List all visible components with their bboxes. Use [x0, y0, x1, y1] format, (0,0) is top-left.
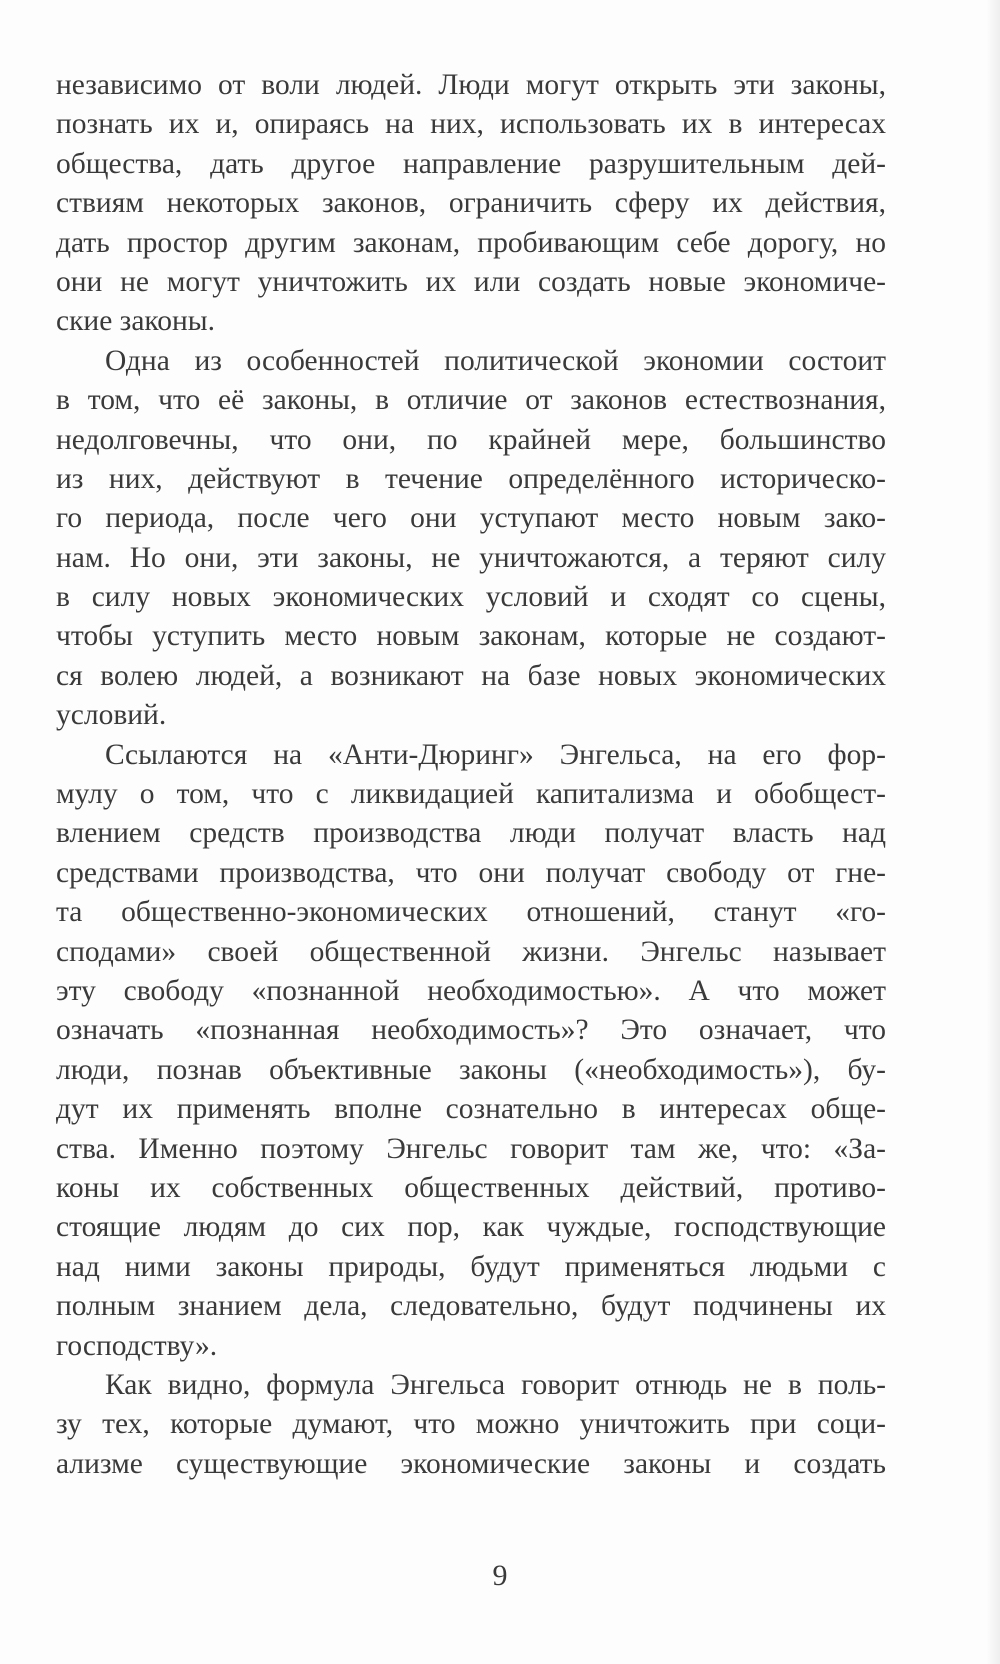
text-line: мулу о том, что с ликвидацией капитализма и обобщест- [56, 778, 886, 811]
paragraph [56, 736, 886, 1366]
page-number: 9 [492, 1559, 508, 1592]
paragraph [56, 66, 886, 342]
text-line: общества, дать другое направление разрушительным дей- [56, 147, 886, 180]
text-line: в силу новых экономических условий и сходят со сцены, [56, 581, 886, 614]
paragraph [56, 1366, 886, 1484]
text-line: дут их применять вполне сознательно в интересах обще- [56, 1093, 886, 1126]
text-line: в том, что её законы, в отличие от законов естествознания, [56, 384, 886, 417]
text-line: чтобы уступить место новым законам, которые не создают- [56, 620, 886, 653]
text-line: господству». [56, 1329, 218, 1362]
paragraph [56, 342, 886, 736]
text-line: эту свободу «познанной необходимостью». А что может [56, 974, 886, 1007]
text-line: познать их и, опираясь на них, использовать их в интересах [56, 108, 886, 141]
text-line: Одна из особенностей политической экономии состоит [105, 344, 886, 377]
text-line: условий. [56, 699, 167, 732]
text-line: Ссылаются на «Анти-Дюринг» Энгельса, на его фор- [105, 738, 886, 771]
text-line: влением средств производства люди получат власть над [56, 817, 886, 850]
text-line: ствиям некоторых законов, ограничить сферу их действия, [56, 187, 886, 220]
text-line: независимо от воли людей. Люди могут открыть эти законы, [56, 69, 886, 101]
page-edge-shadow [986, 0, 1000, 1664]
text-line: полным знанием дела, следовательно, будут подчинены их [56, 1290, 886, 1323]
text-line: они не могут уничтожить их или создать новые экономиче- [56, 265, 886, 298]
text-line: недолговечны, что они, по крайней мере, большинство [56, 423, 886, 456]
text-line: над ними законы природы, будут применяться людьми с [56, 1250, 886, 1283]
text-line: дать простор другим законам, пробивающим себе дорогу, но [56, 226, 886, 259]
text-line: та общественно-экономических отношений, станут «го- [56, 896, 886, 929]
body-text [56, 66, 886, 1484]
text-line: люди, познав объективные законы («необходимость»), бу- [56, 1053, 886, 1086]
text-line: стоящие людям до сих пор, как чуждые, господствующие [56, 1211, 886, 1244]
text-line: ализме существующие экономические законы и создать [56, 1447, 886, 1480]
text-line: средствами производства, что они получат свободу от гне- [56, 856, 886, 889]
text-line: ские законы. [56, 305, 215, 338]
text-line: ся волею людей, а возникают на базе новых экономических [56, 659, 886, 692]
text-line: зу тех, которые думают, что можно уничтожить при соци- [56, 1408, 886, 1441]
text-line: из них, действуют в течение определённого историческо- [56, 462, 886, 495]
text-line: сподами» своей общественной жизни. Энгельс называет [56, 935, 886, 968]
text-line: Как видно, формула Энгельса говорит отнюдь не в поль- [105, 1368, 886, 1401]
text-line: означать «познанная необходимость»? Это означает, что [56, 1014, 886, 1047]
text-line: го периода, после чего они уступают место новым зако- [56, 502, 886, 535]
text-line: ства. Именно поэтому Энгельс говорит там же, что: «За- [56, 1132, 886, 1165]
text-line: нам. Но они, эти законы, не уничтожаются, а теряют силу [56, 541, 886, 574]
text-line: коны их собственных общественных действий, противо- [56, 1171, 886, 1204]
